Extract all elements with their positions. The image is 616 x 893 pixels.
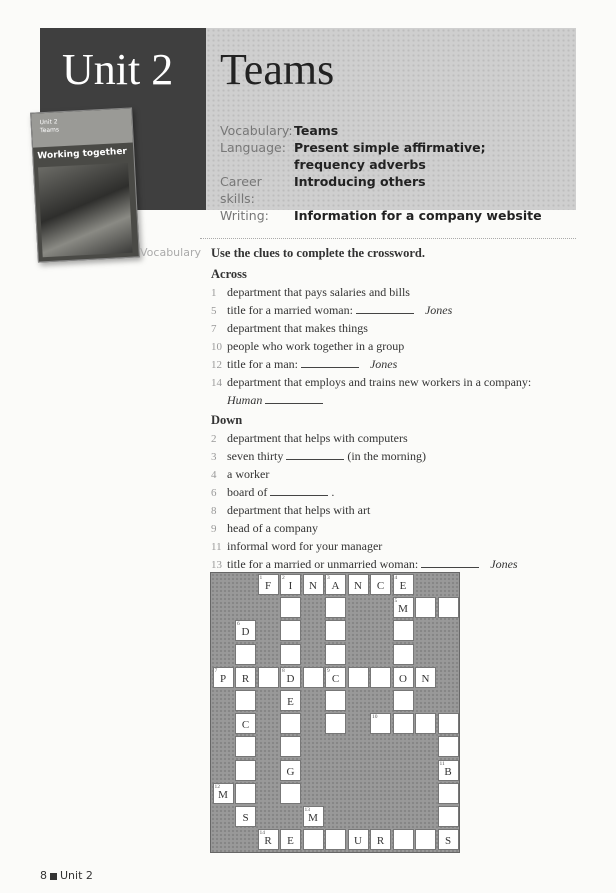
crossword-grid [210, 572, 460, 853]
clue-item [211, 356, 531, 374]
clue-text: title for a married woman: [227, 303, 353, 317]
cell-number: 2 [282, 575, 285, 581]
cell-number: 13 [304, 807, 310, 813]
crossword-cell[interactable] [213, 783, 234, 804]
clue-number: 6 [211, 487, 217, 499]
clue-number: 1 [211, 287, 217, 299]
crossword-cell[interactable] [438, 760, 459, 781]
cell-letter: M [398, 603, 408, 616]
clue-suffix: Jones [490, 557, 518, 571]
clue-item [211, 338, 531, 356]
overview-value: Teams [294, 123, 339, 138]
crossword-cell[interactable] [258, 667, 279, 688]
crossword-cell[interactable] [415, 597, 436, 618]
cell-letter: C [241, 719, 250, 732]
clue-text: Human [227, 393, 263, 407]
overview-label: Vocabulary: [220, 123, 293, 138]
overview-label: Writing: [220, 208, 269, 223]
across-heading: Across [211, 267, 247, 281]
cell-letter: N [354, 580, 362, 592]
cell-letter: B [444, 765, 452, 778]
clue-item [211, 466, 531, 484]
clue-text: a worker [227, 467, 270, 481]
crossword-cell[interactable] [438, 713, 459, 734]
clue-number: 9 [211, 523, 217, 535]
clue-item [211, 484, 531, 502]
cell-number: 9 [327, 667, 330, 674]
square-bullet-icon [50, 873, 57, 880]
crossword-cell[interactable] [213, 667, 234, 688]
clue-text: title for a man: [227, 357, 298, 371]
crossword-cell[interactable] [393, 713, 414, 734]
crossword-cell[interactable] [370, 667, 391, 688]
clue-number: 10 [211, 341, 222, 353]
crossword-cell[interactable] [280, 690, 301, 711]
cell-letter: I [288, 580, 293, 592]
cell-number: 7 [214, 667, 218, 674]
instruction: Use the clues to complete the crossword. [211, 246, 425, 260]
crossword-cell[interactable] [280, 736, 301, 757]
overview-value: Present simple affirmative; frequency adverbs [294, 140, 486, 172]
cell-letter: O [399, 672, 407, 685]
cell-letter: M [218, 788, 228, 801]
clue-number: 8 [211, 505, 217, 517]
down-clues [211, 430, 531, 574]
crossword-cell[interactable] [280, 620, 301, 641]
clue-item [211, 320, 531, 338]
book-unit-label: Unit 2 [39, 118, 58, 127]
clue-number: 12 [211, 359, 222, 371]
clue-text: title for a married or unmarried woman: [227, 557, 419, 571]
crossword-cell[interactable] [393, 644, 414, 665]
answer-blank[interactable] [286, 449, 344, 460]
cell-letter: R [376, 835, 385, 848]
overview-label: Career skills: [220, 174, 262, 206]
cell-letter: F [264, 580, 272, 592]
clue-item [211, 520, 531, 538]
crossword-cell[interactable] [325, 620, 346, 641]
crossword-cell[interactable] [393, 620, 414, 641]
cell-letter: R [241, 672, 250, 685]
book-photo [38, 163, 133, 258]
crossword-cell[interactable] [280, 713, 301, 734]
crossword-cell[interactable] [325, 829, 346, 850]
cell-letter: R [264, 835, 272, 848]
unit-title: Unit 2 [62, 45, 174, 94]
crossword-cell[interactable] [235, 690, 256, 711]
page-footer [40, 869, 93, 882]
crossword-cell[interactable] [235, 760, 256, 781]
cell-letter: N [309, 580, 317, 592]
cell-number: 3 [327, 575, 330, 581]
overview-row-vocabulary [220, 122, 554, 139]
overview-label: Language: [220, 140, 286, 155]
clue-number: 14 [211, 377, 222, 389]
crossword-cell[interactable] [393, 829, 414, 850]
crossword-cell[interactable] [438, 806, 459, 827]
cell-letter: P [219, 672, 227, 685]
clue-text: department that helps with art [227, 503, 371, 517]
clue-text: board of [227, 485, 268, 499]
crossword-cell[interactable] [393, 667, 414, 688]
crossword-cell[interactable] [280, 783, 301, 804]
answer-blank[interactable] [270, 485, 328, 496]
clue-number: 7 [211, 323, 217, 335]
crossword-cell[interactable] [325, 597, 346, 618]
crossword-cell[interactable] [280, 760, 301, 781]
book-cover-image [30, 107, 140, 262]
crossword-cell[interactable] [370, 574, 391, 595]
crossword-cell[interactable] [280, 597, 301, 618]
cell-number: 14 [259, 830, 265, 837]
cell-letter: E [287, 696, 294, 708]
crossword-cell[interactable] [438, 829, 459, 850]
down-heading: Down [211, 413, 243, 427]
clue-text: department that helps with computers [227, 431, 408, 445]
crossword-cell[interactable] [235, 620, 256, 641]
crossword-cell[interactable] [370, 713, 391, 734]
overview-value: Information for a company website [294, 208, 542, 223]
crossword-cell[interactable] [393, 574, 414, 595]
crossword-cell[interactable] [348, 667, 369, 688]
cell-letter: E [399, 580, 407, 592]
unit-overview [220, 122, 554, 224]
crossword-cell[interactable] [415, 829, 436, 850]
crossword-cell[interactable] [325, 644, 346, 665]
clue-item [211, 430, 531, 448]
clue-text: informal word for your manager [227, 539, 383, 553]
cell-letter: S [444, 835, 452, 848]
crossword-cell[interactable] [415, 713, 436, 734]
crossword-cell[interactable] [235, 736, 256, 757]
crossword-cell[interactable] [325, 667, 346, 688]
crossword-cell[interactable] [303, 667, 324, 688]
clue-text: department that pays salaries and bills [227, 285, 410, 299]
clue-item [211, 448, 531, 466]
crossword-cell[interactable] [348, 829, 369, 850]
clue-text: department that makes things [227, 321, 368, 335]
clue-number: 5 [211, 305, 217, 317]
cell-letter: A [331, 580, 340, 592]
crossword-cell[interactable] [370, 829, 391, 850]
clue-text: head of a company [227, 521, 318, 535]
crossword-cell[interactable] [325, 713, 346, 734]
crossword-cell[interactable] [438, 736, 459, 757]
divider [200, 238, 576, 239]
exercise [211, 246, 531, 574]
answer-blank[interactable] [421, 557, 479, 568]
crossword-cell[interactable] [258, 574, 279, 595]
page-title: Teams [220, 45, 335, 94]
crossword-cell[interactable] [438, 783, 459, 804]
cell-number: 1 [259, 575, 263, 581]
clue-suffix: . [331, 485, 335, 499]
crossword-cell[interactable] [325, 574, 346, 595]
clue-text: seven thirty [227, 449, 284, 463]
cell-letter: D [286, 672, 295, 685]
crossword-cell[interactable] [235, 713, 256, 734]
crossword-cell[interactable] [235, 783, 256, 804]
clue-item [211, 284, 531, 302]
crossword-cell[interactable] [438, 597, 459, 618]
section-label: Vocabulary [140, 246, 201, 259]
overview-value: Introducing others [294, 174, 426, 189]
cell-letter: D [241, 626, 250, 639]
cell-letter: C [376, 580, 385, 592]
book-unit-subtitle: Teams [39, 126, 60, 135]
cell-letter: C [331, 672, 340, 685]
clue-item [211, 302, 531, 320]
crossword-cell[interactable] [303, 829, 324, 850]
cell-letter: U [354, 835, 362, 848]
crossword-cell[interactable] [325, 690, 346, 711]
crossword-cell[interactable] [348, 574, 369, 595]
clue-number: 11 [211, 541, 222, 553]
crossword-cell[interactable] [280, 644, 301, 665]
across-clues [211, 284, 531, 409]
clue-number: 2 [211, 433, 217, 445]
clue-suffix: Jones [424, 303, 453, 317]
cell-letter: S [242, 812, 249, 824]
answer-blank[interactable] [356, 303, 414, 314]
page-number: 8 [40, 869, 47, 882]
crossword-cell[interactable] [393, 690, 414, 711]
clue-number: 3 [211, 451, 217, 463]
crossword-cell[interactable] [258, 829, 279, 850]
cell-letter: M [308, 812, 318, 824]
crossword-cell[interactable] [415, 667, 436, 688]
crossword-cell[interactable] [235, 644, 256, 665]
cell-letter: N [421, 672, 430, 685]
book-title: Working together [37, 146, 128, 162]
clue-item [211, 502, 531, 520]
cell-number: 12 [214, 783, 220, 790]
clue-item [211, 374, 531, 392]
clue-text: people who work together in a group [227, 339, 405, 353]
clue-suffix: (in the morning) [347, 449, 426, 463]
crossword-cell[interactable] [280, 667, 301, 688]
overview-row-language [220, 139, 554, 173]
cell-number: 11 [439, 760, 445, 767]
cell-letter: G [286, 765, 295, 778]
cell-number: 5 [394, 598, 398, 605]
cell-number: 6 [237, 621, 240, 628]
overview-row-writing [220, 207, 554, 224]
clue-item-continued [211, 392, 531, 409]
cell-number: 10 [372, 714, 378, 721]
crossword-cell[interactable] [303, 574, 324, 595]
crossword-cell[interactable] [393, 597, 414, 618]
crossword-cell[interactable] [235, 806, 256, 827]
footer-unit: Unit 2 [60, 869, 93, 882]
clue-number: 13 [211, 559, 222, 571]
cell-number: 4 [394, 575, 398, 581]
answer-blank[interactable] [301, 357, 359, 368]
crossword-cell[interactable] [280, 574, 301, 595]
crossword-cell[interactable] [280, 829, 301, 850]
overview-row-career-skills [220, 173, 554, 207]
clue-number: 4 [211, 469, 217, 481]
clue-suffix: Jones [369, 357, 398, 371]
answer-blank[interactable] [265, 393, 323, 404]
cell-letter: E [287, 835, 294, 848]
clue-item [211, 538, 531, 556]
crossword-cell[interactable] [235, 667, 256, 688]
clue-text: department that employs and trains new workers in a company: [227, 375, 532, 389]
cell-number: 8 [282, 667, 285, 674]
crossword-cell[interactable] [303, 806, 324, 827]
